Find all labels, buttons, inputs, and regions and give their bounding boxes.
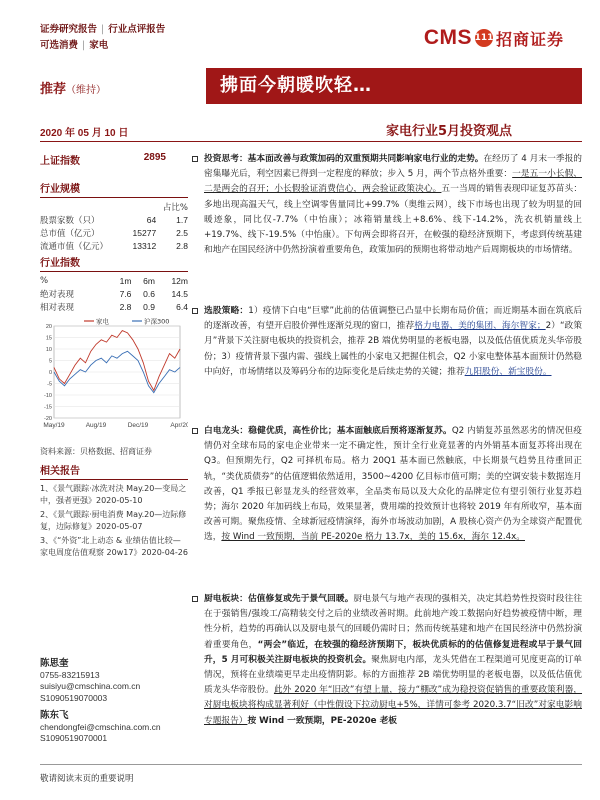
industry-scale-title: 行业规模 xyxy=(40,180,188,198)
rating xyxy=(40,78,106,97)
banner-title: 拂面今朝暖吹轻… xyxy=(206,68,582,104)
bullet-icon xyxy=(192,156,198,162)
analyst-cert: S1090519070001 xyxy=(40,733,108,743)
index-label: 上证指数 xyxy=(40,156,80,167)
industry-index xyxy=(40,254,188,313)
rating-main: 推荐 xyxy=(40,82,67,97)
analyst-block xyxy=(40,658,188,745)
index-value: 2895 xyxy=(143,152,166,163)
paragraph-lead: 投资思考：基本面改善与政策加码的双重预期共同影响家电行业的走势。 xyxy=(204,154,484,164)
sub-sector: 家电 xyxy=(89,40,109,51)
related-item[interactable]: 1、《景气跟踪·冰洗对決 May.20—变局之中，强者更强》2020-05-10 xyxy=(40,484,187,505)
chart-y-tick-label: -10 xyxy=(44,393,52,399)
related-title: 相关报告 xyxy=(40,462,188,480)
header-line-2: 可选消费 | 家电 xyxy=(40,40,109,51)
analyst-name: 陈东飞 xyxy=(40,710,69,721)
analyst-cert: S1090519070003 xyxy=(40,692,108,703)
report-category: 行业点评报告 xyxy=(108,24,166,35)
chart-svg xyxy=(40,314,188,438)
rating-sub: （维持） xyxy=(66,85,107,96)
table-row: 绝对表现 7.6 0.6 14.5 xyxy=(40,288,188,300)
cms-logo xyxy=(424,26,564,50)
chart-legend-label: 沪深300 xyxy=(144,317,170,326)
bullet-icon xyxy=(192,308,198,314)
industry-index-title: 行业指数 xyxy=(40,254,188,272)
report-date: 2020 年 05 月 10 日 xyxy=(40,128,129,139)
paragraph-investment-thinking: 投资思考：基本面改善与政策加码的双重预期共同影响家电行业的走势。在经历了 4 月末一季报的密集曝光后，利空因素已得到一定程度的释放；步入 5 月，两个节点格外重要：一是五一小长假、二是两会的召开；小长假验证消费信心，两会验证政策决心。五一当周的销售表现印证复苏苗头：多地出现高温天气，线上空调零售量同比+99.7%（奥维云网），线下市场也出现了较为明显的回暖迹象，同比仅-7.7%（中怡康）；冰箱销量线上+8.6%、线下-14.2%，洗衣机销量线上+19.7%、线下-19.5%（中怡康）。下旬两会即将召开，在較强的稳经济预期下，考虑到传统基建和地产在国民经济中仍然扮演着重要角色，政策加码的预期也将带动地产后周期板块的市场情绪。 xyxy=(204,152,582,258)
chart-y-tick-label: -15 xyxy=(44,404,52,411)
table-row: 流通市值（亿元） 13312 2.8 xyxy=(40,240,188,252)
stock-links[interactable]: 格力电器、美的集团、海尔智家； xyxy=(414,321,546,332)
index-block xyxy=(40,152,188,167)
title-divider xyxy=(40,141,582,142)
paragraph-lead: 白电龙头：稳健优质，高性价比；基本面触底后预将逐渐复苏。 xyxy=(204,426,452,436)
paragraph-stock-strategy: 选股策略：1）疫情下白电“巨擘”此前的估值调整已凸显中长期布局价值；而近期基本面在筑底后的逐渐改善，有望开启股价弹性逐渐兑现的窗口，推荐格力电器、美的集团、海尔智家；2）“政策月”背景下关注厨电板块的投资机会，推荐 2B 端优势明显的老板电器，以及低估值优质龙头华帝股份；3）疫情背景下强内需、强线上属性的小家电又把握住机会，Q2 小家电整体基本面预计仍然稳中向好，市场情绪以及筹码分布的边际变化是后续走势的关键；推荐九阳股份、新宝股份。 xyxy=(204,304,582,380)
stock-links[interactable]: 九阳股份、新宝股份。 xyxy=(464,366,552,377)
paragraph-lead: 选股策略： xyxy=(204,306,249,316)
paragraph-lead: 厨电板块：估值修复或先于景气回暖。 xyxy=(204,594,354,604)
analyst-email[interactable]: suisiyu@cmschina.com.cn xyxy=(40,681,141,691)
analyst-name: 陈思奎 xyxy=(40,658,69,669)
industry-chart xyxy=(40,314,188,438)
chart-source: 资料来源：贝格数据、招商证券 xyxy=(40,447,152,456)
report-title: 家电行业5月投资观点 xyxy=(386,124,513,139)
related-reports xyxy=(40,462,188,558)
sector: 可选消费 xyxy=(40,40,79,51)
related-item[interactable]: 2、《景气跟踪·厨电消费 May.20—边际修复，边际修复》2020-05-07 xyxy=(40,510,187,531)
chart-y-tick-label: -20 xyxy=(44,416,52,422)
table-row: 总市值（亿元） 15277 2.5 xyxy=(40,227,188,239)
bullet-icon xyxy=(192,428,198,434)
chart-y-tick-label: 0 xyxy=(48,370,52,376)
chart-y-tick-label: 5 xyxy=(48,358,52,365)
chart-y-tick-label: -5 xyxy=(47,381,52,388)
industry-index-table: % 1m 6m 12m 绝对表现 7.6 0.6 14.5 相对表现 2.8 0.9 6.4 xyxy=(40,275,188,313)
analyst-entry xyxy=(40,710,188,745)
analyst-phone: 0755-83215913 xyxy=(40,669,100,680)
chart-y-tick-label: 20 xyxy=(45,324,52,330)
analyst-entry xyxy=(40,658,188,704)
footer-note: 敬请阅读末页的重要说明 xyxy=(40,774,134,784)
chart-x-tick-label: Dec/19 xyxy=(127,422,149,429)
report-type: 证券研究报告 xyxy=(40,24,98,35)
chart-x-tick-label: Apr/20 xyxy=(170,422,188,429)
industry-scale-table xyxy=(40,200,188,252)
table-row: 相对表现 2.8 0.9 6.4 xyxy=(40,301,188,313)
paragraph-white-goods: 白电龙头：稳健优质，高性价比；基本面触底后预将逐渐复苏。Q2 内销复苏虽然恶劣的情况但疫情仍对全球布局的家电企业带来一定不确定性，预计全行业竟显著的内外销基本面复苏将出现在 Q3。但预期先行，Q2 可择机布局。格力 20Q1 基本面已然触底，中长期景气趋势且待重回正轨，“类优质债券”的估值逻辑依然适用，3500~4200 亿目标市值可期；美的空调安装卡数据连月改善，Q1 季报已彰显龙头的经营效率，全品类布局以及大众化的品牌定位有望引领行业复苏趋势；海尔 2020 年加码线上布局，效果显著，费用端的投效预计也将较 2019 年有所收窄，基本面改善可期。聚焦疫情、全球新冠疫情演绎，海外市场波动加剧，A 股核心资产仍为全球资产配置优选，按 Wind 一致预期，当前 PE-2020e 格力 13.7x，美的 15.6x，海尔 12.4x。 xyxy=(204,424,582,546)
chart-x-tick-label: Aug/19 xyxy=(85,422,107,429)
logo-cn-text: 招商证券 xyxy=(495,29,564,49)
bullet-icon xyxy=(192,596,198,602)
related-item[interactable]: 3、《“外资”北上动态 & 业绩估值比较—家电周度估值观察 20w17》2020-04-26 xyxy=(40,536,188,557)
chart-legend-label: 家电 xyxy=(96,317,109,326)
chart-y-tick-label: 15 xyxy=(45,335,52,342)
analyst-email[interactable]: chendongfei@cmschina.com.cn xyxy=(40,721,161,732)
table-row: 股票家数（只） 64 1.7 xyxy=(40,214,188,226)
paragraph-kitchen-appliances: 厨电板块：估值修复或先于景气回暖。厨电景气与地产表现的强相关，决定其趋势性投资时段往往在于强销售/强竣工/高精装交付之后的业绩改善时期。此前地产竣工数据向好趋势被疫情中断，理性分析，趋势的再确认以及厨电景气的回暖仍需时日；然而传统基建和地产在国民经济中仍然扮演着重要角色，“两会”临近，在较强的稳经济预期下，板块优质标的的估值修复进程或早于景气回升，5 月可积极关注厨电板块的投资机会。聚焦厨电内部，龙头凭借在工程渠道可见度更高的订单情况，预将在业绩端更早走出疫情阴影。标的方面推荐 2B 端优势明显的老板电器，以及低估值优质龙头华帝股份。此外 2020 年“旧改”有望上量，接力“棚改”成为稳投资促销售的重要政策利器，对厨电板块将构成显著利好（中性假设下拉动厨电+5%，详情可参考 2020.3.7“旧改”对家电影响专题报告）按 Wind 一致预期，PE-2020e 老板 xyxy=(204,592,582,729)
footer-divider xyxy=(40,764,582,765)
header-line-1: 证券研究报告 | 行业点评报告 xyxy=(40,24,166,35)
industry-scale xyxy=(40,180,188,252)
logo-cms-text: CMS xyxy=(423,26,472,49)
logo-badge-icon: 111 xyxy=(475,29,493,47)
header-tags xyxy=(40,22,165,54)
chart-y-tick-label: 10 xyxy=(45,347,52,353)
pct-header: 占比% xyxy=(162,202,188,213)
chart-x-tick-label: May/19 xyxy=(43,422,65,429)
